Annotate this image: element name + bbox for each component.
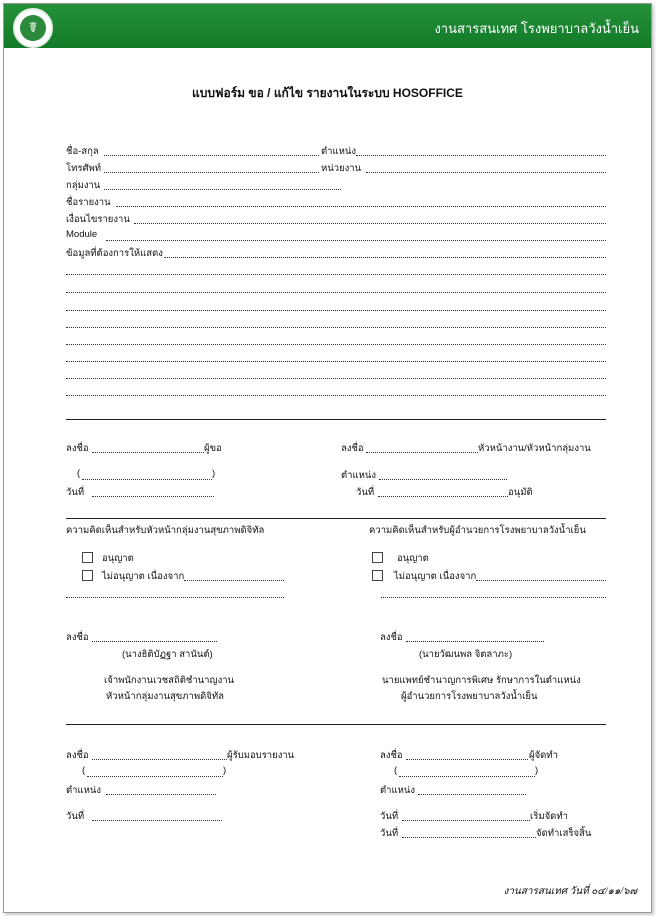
requester-date-field[interactable] (92, 496, 214, 497)
section-divider (66, 518, 606, 519)
head-sign-label: ลงชื่อ (341, 443, 364, 454)
header-banner (4, 4, 651, 48)
ministry-logo-icon: ☤ (13, 8, 53, 48)
conditions-field[interactable] (134, 223, 606, 224)
display-data-line[interactable] (66, 310, 606, 311)
requester-sign-field[interactable] (92, 452, 204, 453)
right-deny-reason-line[interactable] (381, 597, 606, 598)
left-approve-label: อนุญาต (102, 553, 134, 564)
report-name-label: ชื่อรายงาน (66, 197, 111, 208)
display-data-line[interactable] (66, 327, 606, 328)
right-signer-name: (นายวัฒนพล จิตลาภะ) (419, 649, 513, 660)
maker-finish-date-label: วันที่ (380, 828, 399, 839)
right-approve-label: อนุญาต (397, 553, 429, 564)
head-sign-field[interactable] (366, 452, 478, 453)
maker-position-label: ตำแหน่ง (380, 785, 416, 796)
head-date-label: วันที่ (356, 487, 375, 498)
conditions-label: เงื่อนไขรายงาน (66, 214, 130, 225)
org-title: งานสารสนเทศ โรงพยาบาลวังน้ำเย็น (434, 21, 639, 36)
display-data-line[interactable] (66, 292, 606, 293)
left-deny-reason-field[interactable] (184, 580, 284, 581)
maker-paren-open: ( (394, 765, 398, 776)
form-page (3, 3, 652, 913)
display-data-line[interactable] (66, 274, 606, 275)
position-field[interactable] (356, 155, 606, 156)
requester-paren-close: ) (212, 468, 216, 479)
unit-label: หน่วยงาน (321, 163, 362, 174)
display-data-line[interactable] (66, 361, 606, 362)
maker-start-date-field[interactable] (402, 820, 530, 821)
receiver-position-field[interactable] (106, 794, 216, 795)
maker-sign-label: ลงชื่อ (380, 750, 403, 761)
right-approve-checkbox[interactable] (372, 552, 383, 563)
section-divider (66, 419, 606, 420)
group-label: กลุ่มงาน (66, 180, 101, 191)
footer-note: งานสารสนเทศ วันที่ ๐๔/๑๑/๖๗ (503, 886, 637, 897)
maker-label: ผู้จัดทำ (529, 750, 558, 761)
head-role-label: หัวหน้างาน/หัวหน้ากลุ่มงาน (478, 443, 591, 454)
requester-name-field[interactable] (82, 479, 212, 480)
head-date-field[interactable] (378, 496, 508, 497)
module-field[interactable] (106, 240, 606, 241)
unit-field[interactable] (366, 172, 606, 173)
receiver-label: ผู้รับมอบรายงาน (227, 750, 295, 761)
left-role-2: หัวหน้ากลุ่มงานสุขภาพดิจิทัล (106, 691, 224, 702)
name-field[interactable] (104, 155, 319, 156)
receiver-date-field[interactable] (92, 820, 222, 821)
receiver-paren-close: ) (223, 765, 227, 776)
requester-date-label: วันที่ (66, 487, 85, 498)
report-name-field[interactable] (116, 206, 606, 207)
module-label: Module (66, 229, 98, 240)
maker-paren-close: ) (535, 765, 539, 776)
display-data-field[interactable] (164, 257, 606, 258)
section-divider (66, 724, 606, 725)
receiver-position-label: ตำแหน่ง (66, 785, 102, 796)
maker-name-field[interactable] (399, 776, 535, 777)
opinion-right-heading: ความคิดเห็นสำหรับผู้อำนวยการโรงพยาบาลวังน้ำเย็น (369, 525, 586, 536)
maker-start-date-label: วันที่ (380, 811, 399, 822)
display-data-line[interactable] (66, 395, 606, 396)
receiver-sign-field[interactable] (92, 759, 227, 760)
display-data-line[interactable] (66, 378, 606, 379)
requester-paren-open: ( (77, 468, 81, 479)
right-deny-label: ไม่อนุญาต เนื่องจาก (394, 571, 477, 582)
opinion-left-heading: ความคิดเห็นสำหรับหัวหน้ากลุ่มงานสุขภาพดิจิทัล (66, 525, 265, 536)
right-role-1: นายแพทย์ชำนาญการพิเศษ รักษาการในตำแหน่ง (382, 675, 581, 686)
finish-label: จัดทำเสร็จสิ้น (536, 828, 592, 839)
maker-position-field[interactable] (418, 794, 526, 795)
right-role-2: ผู้อำนวยการโรงพยาบาลวังน้ำเย็น (401, 691, 538, 702)
left-signer-name: (นางธิติบัฏฐา สานันต์) (122, 649, 213, 660)
left-deny-reason-line[interactable] (66, 597, 284, 598)
left-sign-label: ลงชื่อ (66, 632, 89, 643)
approve-label: อนุมัติ (508, 487, 533, 498)
start-label: เริ่มจัดทำ (530, 811, 568, 822)
requester-label: ผู้ขอ (204, 443, 222, 454)
requester-sign-label: ลงชื่อ (66, 443, 89, 454)
left-approve-checkbox[interactable] (82, 552, 93, 563)
head-position-field[interactable] (379, 479, 507, 480)
right-deny-checkbox[interactable] (372, 570, 383, 581)
left-deny-label: ไม่อนุญาต เนื่องจาก (102, 571, 185, 582)
display-data-label: ข้อมูลที่ต้องการให้แสดง (66, 248, 163, 259)
head-position-label: ตำแหน่ง (341, 470, 377, 481)
left-sign-field[interactable] (92, 641, 217, 642)
right-sign-label: ลงชื่อ (380, 632, 403, 643)
maker-sign-field[interactable] (406, 759, 528, 760)
form-title: แบบฟอร์ม ขอ / แก้ไข รายงานในระบบ HOSOFFICE (192, 86, 463, 100)
phone-field[interactable] (104, 172, 319, 173)
phone-label: โทรศัพท์ (66, 163, 102, 174)
receiver-date-label: วันที่ (66, 811, 85, 822)
receiver-sign-label: ลงชื่อ (66, 750, 89, 761)
group-field[interactable] (104, 189, 341, 190)
right-sign-field[interactable] (406, 641, 544, 642)
left-role-1: เจ้าพนักงานเวชสถิติชำนาญงาน (104, 675, 235, 686)
position-label: ตำแหน่ง (321, 146, 357, 157)
right-deny-reason-field[interactable] (476, 580, 606, 581)
left-deny-checkbox[interactable] (82, 570, 93, 581)
display-data-line[interactable] (66, 344, 606, 345)
name-label: ชื่อ-สกุล (66, 146, 99, 157)
receiver-paren-open: ( (82, 765, 86, 776)
receiver-name-field[interactable] (87, 776, 223, 777)
maker-finish-date-field[interactable] (402, 837, 536, 838)
